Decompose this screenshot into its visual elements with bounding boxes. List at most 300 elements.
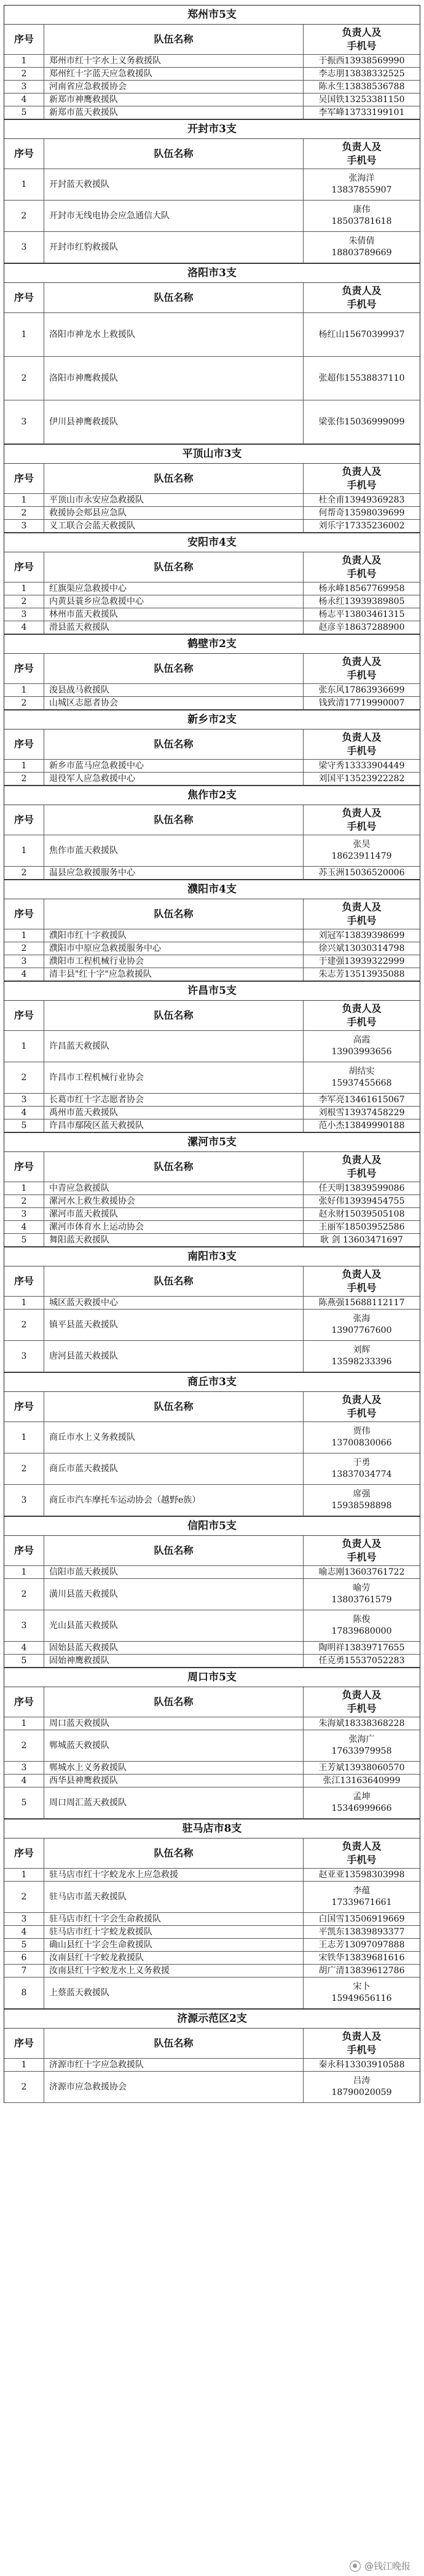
table-row	[4, 1310, 420, 1341]
table-row	[4, 1208, 420, 1221]
team-contact	[303, 494, 420, 506]
contact-line: 李军亮13461615067	[318, 1094, 405, 1105]
team-name: 汝南县红十字蛟龙水上义务救援	[44, 1965, 303, 1977]
team-contact	[303, 313, 420, 356]
table-row	[4, 1775, 420, 1787]
contact-line: 何帮奇13598039699	[318, 507, 405, 518]
header-contact	[303, 2029, 420, 2058]
header-team-name: 队伍名称	[44, 1392, 303, 1421]
city-section	[4, 2009, 420, 2103]
header-contact-line: 负责人及	[342, 1840, 382, 1852]
header-contact-line: 手机号	[347, 1551, 377, 1563]
contact-line: 耿 剑 13603471697	[320, 1234, 403, 1245]
team-contact	[303, 621, 420, 634]
city-section	[4, 880, 420, 981]
team-name: 汝南县红十字蛟龙救援队	[44, 1952, 303, 1964]
row-no: 2	[21, 774, 27, 784]
team-contact	[303, 1775, 420, 1787]
table-row	[4, 760, 420, 773]
row-no: 1	[21, 495, 27, 505]
team-name: 长葛市红十字志愿者协会	[44, 1094, 303, 1106]
team-contact	[303, 608, 420, 621]
header-contact-line: 负责人及	[342, 141, 382, 153]
row-no: 7	[21, 1966, 27, 1976]
contact-line: 杨志平13803461315	[318, 609, 405, 619]
team-contact	[303, 1221, 420, 1233]
table-row	[4, 1234, 420, 1247]
team-name: 确山县红十字会生命救援队	[44, 1939, 303, 1951]
table-row	[4, 582, 420, 595]
row-no: 3	[21, 1209, 27, 1219]
table-row	[4, 169, 420, 201]
header-contact-line: 手机号	[347, 1407, 377, 1419]
row-no: 2	[21, 868, 27, 878]
table-row	[4, 1221, 420, 1234]
table-row	[4, 1965, 420, 1978]
contact-line: 范小杰13849990188	[318, 1120, 405, 1131]
contact-line: 朱志芳13513935088	[318, 969, 405, 979]
contact-line: 张好伟13939454755	[318, 1196, 405, 1206]
contact-line: 孟坤	[353, 1792, 371, 1802]
city-section	[4, 5, 420, 119]
contact-line: 朱倩倩	[348, 236, 375, 246]
table-row	[4, 929, 420, 942]
contact-line: 杨永峰18567769958	[318, 583, 405, 594]
contact-line: 任天明13839599086	[318, 1183, 405, 1193]
header-team-name: 队伍名称	[44, 805, 303, 835]
header-contact-line: 手机号	[347, 40, 377, 52]
row-no: 2	[21, 1589, 27, 1599]
header-team-name: 队伍名称	[44, 729, 303, 759]
table-row	[4, 1869, 420, 1882]
contact-line: 13837034774	[331, 1469, 392, 1479]
row-no: 1	[21, 685, 27, 695]
team-contact	[303, 106, 420, 119]
row-no: 4	[21, 1927, 27, 1937]
header-contact	[303, 1392, 420, 1421]
contact-line: 刘根雪13937458229	[318, 1107, 405, 1118]
city-section	[4, 1372, 420, 1516]
team-name: 清丰县"红十字"应急救援队	[44, 968, 303, 980]
contact-line: 胡结实	[348, 1067, 375, 1076]
header-team-name: 队伍名称	[44, 1266, 303, 1296]
team-name: 洛阳市神龙水上救援队	[44, 313, 303, 356]
team-name: 许昌市工程机械行业协会	[44, 1062, 303, 1093]
header-team-name: 队伍名称	[44, 1536, 303, 1565]
header-contact	[303, 25, 420, 54]
contact-line: 张海广	[348, 1735, 375, 1744]
header-no: 序号	[14, 662, 34, 674]
table-row	[4, 55, 420, 68]
header-no: 序号	[14, 561, 34, 573]
team-name: 退役军人应急救援中心	[44, 773, 303, 785]
table-row	[4, 1787, 420, 1819]
table-row	[4, 357, 420, 400]
table-header	[4, 25, 420, 55]
contact-line: 白国雪13506919669	[318, 1914, 405, 1924]
team-contact	[303, 1730, 420, 1761]
table-row	[4, 1642, 420, 1655]
row-no: 2	[21, 1464, 27, 1474]
table-header	[4, 805, 420, 835]
team-contact	[303, 582, 420, 595]
row-no: 1	[21, 1041, 27, 1051]
team-contact	[303, 1978, 420, 2008]
team-contact	[303, 1062, 420, 1093]
table-header	[4, 1839, 420, 1869]
team-name: 新郑市蓝天救援队	[44, 106, 303, 119]
table-row	[4, 697, 420, 710]
row-no: 1	[21, 584, 27, 594]
header-no: 序号	[14, 472, 34, 484]
team-contact	[303, 520, 420, 532]
contact-line: 17839680000	[331, 1626, 392, 1636]
team-name: 义工联合会蓝天救援队	[44, 520, 303, 532]
contact-line: 赵彦辛18637288900	[318, 622, 405, 632]
section-title: 焦作市2支	[4, 786, 420, 805]
row-no: 1	[21, 1183, 27, 1193]
header-contact-line: 手机号	[347, 568, 377, 579]
contact-line: 刘辉	[353, 1345, 371, 1355]
contact-line: 李志朋13838332525	[318, 68, 405, 79]
table-row	[4, 507, 420, 520]
contact-line: 15938598898	[331, 1501, 392, 1511]
row-no: 8	[21, 1988, 27, 1998]
row-no: 4	[21, 1108, 27, 1118]
header-contact	[303, 805, 420, 835]
team-contact	[303, 1762, 420, 1774]
table-header	[4, 1266, 420, 1297]
header-contact-line: 负责人及	[342, 1268, 382, 1280]
row-no: 3	[21, 417, 27, 427]
table-row	[4, 201, 420, 232]
city-section	[4, 444, 420, 533]
contact-line: 朱海斌18338368228	[318, 1718, 405, 1728]
row-no: 2	[21, 698, 27, 708]
header-contact	[303, 283, 420, 312]
team-contact	[303, 1642, 420, 1654]
contact-line: 于振西13938569990	[318, 55, 405, 66]
table-header	[4, 2029, 420, 2059]
team-name: 周口周汇蓝天救援队	[44, 1787, 303, 1818]
table-row	[4, 608, 420, 621]
contact-line: 任克勇15537052283	[318, 1655, 405, 1666]
table-header	[4, 654, 420, 684]
row-no: 2	[21, 1320, 27, 1330]
header-contact	[303, 1266, 420, 1296]
contact-line: 秦永科13303910588	[318, 2059, 405, 2070]
section-title: 信阳市5支	[4, 1517, 420, 1536]
header-team-name: 队伍名称	[44, 464, 303, 493]
table-header	[4, 139, 420, 169]
table-row	[4, 520, 420, 533]
table-row	[4, 1453, 420, 1485]
team-name: 洛阳市神鹰救援队	[44, 357, 303, 400]
city-section	[4, 634, 420, 710]
table-row	[4, 232, 420, 263]
contact-line: 高霞	[353, 1035, 371, 1045]
row-no: 5	[21, 1940, 27, 1950]
table-row	[4, 1485, 420, 1516]
section-title: 周口市5支	[4, 1668, 420, 1687]
team-name: 濮阳市工程机械行业协会	[44, 955, 303, 968]
row-no: 2	[21, 597, 27, 606]
team-name: 浚县战马救援队	[44, 684, 303, 696]
header-contact-line: 手机号	[347, 1703, 377, 1714]
contact-line: 18503781618	[331, 217, 392, 226]
row-no: 3	[21, 1095, 27, 1105]
header-no: 序号	[14, 1847, 34, 1859]
team-name: 郑州市红十字水上义务救援队	[44, 55, 303, 67]
contact-line: 18803789669	[331, 248, 392, 258]
contact-line: 喻劳	[353, 1583, 371, 1593]
team-contact	[303, 1208, 420, 1220]
header-contact-line: 负责人及	[342, 1538, 382, 1549]
row-no: 2	[21, 211, 27, 221]
team-name: 新郑市神鹰救援队	[44, 93, 303, 106]
contact-line: 刘乐宇17335236002	[318, 520, 405, 531]
table-row	[4, 1182, 420, 1195]
team-name: 信阳市蓝天救援队	[44, 1566, 303, 1578]
header-contact	[303, 654, 420, 683]
team-contact	[303, 68, 420, 80]
team-name: 救援协会郏县应急队	[44, 507, 303, 519]
table-row	[4, 955, 420, 968]
team-contact	[303, 1939, 420, 1951]
team-name: 内黄县蓑乡应急救援中心	[44, 595, 303, 608]
team-contact	[303, 697, 420, 709]
header-contact-line: 负责人及	[342, 466, 382, 477]
table-row	[4, 400, 420, 444]
row-no: 1	[21, 330, 27, 340]
table-row	[4, 1913, 420, 1926]
contact-line: 13700830066	[331, 1438, 392, 1448]
header-contact-line: 手机号	[347, 915, 377, 926]
team-name: 驻马店市红十字蛟龙水上应急救援	[44, 1869, 303, 1881]
city-section	[4, 263, 420, 444]
table-row	[4, 1730, 420, 1762]
header-contact-line: 负责人及	[342, 807, 382, 819]
table-row	[4, 1062, 420, 1094]
table-header	[4, 283, 420, 313]
table-row	[4, 684, 420, 697]
contact-line: 喻志刚13603761722	[318, 1567, 405, 1577]
section-title: 济源示范区2支	[4, 2010, 420, 2029]
row-no: 2	[21, 373, 27, 383]
header-team-name: 队伍名称	[44, 1839, 303, 1868]
team-contact	[303, 1926, 420, 1938]
header-contact-line: 负责人及	[342, 26, 382, 38]
table-row	[4, 595, 420, 608]
header-contact-line: 手机号	[347, 479, 377, 491]
team-name: 开封市红豹救援队	[44, 232, 303, 263]
team-name: 漯河市体育水上运动协会	[44, 1221, 303, 1233]
team-name: 温县应急救援服务中心	[44, 867, 303, 879]
header-team-name: 队伍名称	[44, 2029, 303, 2058]
contact-line: 刘国平13523922282	[318, 773, 405, 784]
row-no: 2	[21, 1741, 27, 1751]
header-contact-line: 负责人及	[342, 1394, 382, 1405]
team-name: 商丘市汽车摩托车运动协会（越野e族）	[44, 1485, 303, 1516]
table-header	[4, 1152, 420, 1182]
row-no: 5	[21, 1798, 27, 1808]
table-row	[4, 1882, 420, 1913]
contact-line: 胡广清13839612786	[318, 1965, 405, 1976]
section-title: 安阳市4支	[4, 533, 420, 552]
team-contact	[303, 357, 420, 400]
row-no: 1	[21, 1567, 27, 1577]
header-no: 序号	[14, 908, 34, 920]
row-no: 2	[21, 69, 27, 79]
contact-line: 18790020059	[331, 2088, 392, 2097]
header-contact	[303, 1839, 420, 1868]
team-contact	[303, 968, 420, 980]
table-row	[4, 1655, 420, 1668]
table-row	[4, 968, 420, 981]
section-title: 鹤壁市2支	[4, 635, 420, 654]
header-team-name: 队伍名称	[44, 1687, 303, 1717]
table-row	[4, 1341, 420, 1372]
table-row	[4, 494, 420, 507]
team-name: 上蔡蓝天救援队	[44, 1978, 303, 2008]
team-contact	[303, 1579, 420, 1610]
team-contact	[303, 2059, 420, 2071]
contact-line: 张海洋	[348, 173, 375, 183]
table-row	[4, 867, 420, 880]
header-team-name: 队伍名称	[44, 654, 303, 683]
team-contact	[303, 1655, 420, 1667]
team-contact	[303, 1566, 420, 1578]
header-contact	[303, 729, 420, 759]
header-contact-line: 负责人及	[342, 656, 382, 667]
team-contact	[303, 1119, 420, 1132]
contact-line: 徐兴斌13030314798	[318, 943, 405, 953]
row-no: 2	[21, 508, 27, 518]
row-no: 1	[21, 1433, 27, 1442]
watermark	[350, 2559, 410, 2572]
table-header	[4, 1687, 420, 1717]
row-no: 2	[21, 2082, 27, 2092]
team-contact	[303, 400, 420, 443]
section-title: 漯河市5支	[4, 1133, 420, 1152]
header-no: 序号	[14, 738, 34, 750]
team-name: 中青应急救援队	[44, 1182, 303, 1195]
team-name: 郸城水上义务救援队	[44, 1762, 303, 1774]
team-contact	[303, 1717, 420, 1730]
contact-line: 18623911479	[331, 851, 392, 861]
team-contact	[303, 929, 420, 942]
table-row	[4, 1107, 420, 1119]
team-contact	[303, 81, 420, 93]
team-name: 舞阳蓝天救援队	[44, 1234, 303, 1246]
row-no: 3	[21, 1914, 27, 1924]
row-no: 4	[21, 95, 27, 105]
contact-line: 钱致清17719990007	[318, 698, 405, 708]
header-contact-line: 负责人及	[342, 901, 382, 913]
contact-line: 刘冠军13839398699	[318, 930, 405, 940]
header-contact	[303, 899, 420, 929]
contact-line: 陈永生13838536788	[318, 81, 405, 92]
section-title: 驻马店市8支	[4, 1819, 420, 1839]
city-section	[4, 1819, 420, 2009]
contact-line: 吴国铁13253381150	[318, 94, 405, 105]
table-row	[4, 1566, 420, 1579]
row-no: 1	[21, 761, 27, 771]
team-contact	[303, 1869, 420, 1881]
table-row	[4, 835, 420, 867]
row-no: 2	[21, 1892, 27, 1902]
contact-line: 王芳斌13938060570	[318, 1762, 405, 1773]
team-contact	[303, 507, 420, 519]
row-no: 1	[21, 2060, 27, 2070]
row-no: 3	[21, 1351, 27, 1361]
header-contact-line: 手机号	[347, 821, 377, 832]
team-contact	[303, 2072, 420, 2102]
city-section	[4, 1516, 420, 1668]
header-contact-line: 手机号	[347, 1167, 377, 1179]
team-name: 城区蓝天救援中心	[44, 1297, 303, 1309]
contact-line: 王丽军18503952586	[318, 1222, 405, 1232]
table-row	[4, 1717, 420, 1730]
team-name: 唐河县蓝天救援队	[44, 1341, 303, 1372]
header-contact-line: 负责人及	[342, 731, 382, 743]
team-contact	[303, 1297, 420, 1309]
team-contact	[303, 1882, 420, 1912]
team-name: 濮阳市红十字救援队	[44, 929, 303, 942]
table-row	[4, 81, 420, 93]
row-no: 2	[21, 944, 27, 953]
contact-line: 于勇	[353, 1458, 371, 1468]
team-name: 山城区志愿者协会	[44, 697, 303, 709]
header-contact	[303, 1536, 420, 1565]
table-row	[4, 93, 420, 106]
header-contact-line: 手机号	[347, 1854, 377, 1866]
contact-line: 梁张伟15036999099	[318, 416, 405, 427]
team-name: 滑县蓝天救援队	[44, 621, 303, 634]
contact-line: 宋铁华13839681616	[318, 1952, 405, 1963]
team-contact	[303, 1422, 420, 1453]
team-name: 固始县蓝天救援队	[44, 1642, 303, 1654]
contact-line: 吕涛	[353, 2076, 371, 2086]
header-contact-line: 负责人及	[342, 285, 382, 296]
header-contact-line: 负责人及	[342, 1003, 382, 1014]
header-team-name: 队伍名称	[44, 25, 303, 54]
row-no: 3	[21, 82, 27, 92]
team-contact	[303, 1094, 420, 1106]
team-name: 商丘市水上义务救援队	[44, 1422, 303, 1453]
header-no: 序号	[14, 1275, 34, 1287]
row-no: 4	[21, 969, 27, 979]
team-contact	[303, 1485, 420, 1516]
contact-line: 杜全甫13949369283	[318, 495, 405, 505]
header-contact-line: 负责人及	[342, 554, 382, 566]
watermark-text: @钱江晚报	[364, 2561, 410, 2572]
table-row	[4, 68, 420, 81]
header-contact-line: 负责人及	[342, 2030, 382, 2042]
team-name: 许昌市鄢陵区蓝天救援队	[44, 1119, 303, 1132]
table-header	[4, 729, 420, 760]
team-name: 西华县神鹰救援队	[44, 1775, 303, 1787]
city-section	[4, 710, 420, 785]
header-team-name: 队伍名称	[44, 552, 303, 582]
contact-line: 张东风17863936699	[318, 685, 405, 695]
table-header	[4, 1001, 420, 1031]
team-name: 平顶山市永安应急救援队	[44, 494, 303, 506]
team-contact	[303, 1310, 420, 1340]
team-name: 济源市应急救援协会	[44, 2072, 303, 2102]
header-contact-line: 手机号	[347, 2044, 377, 2056]
team-name: 漯河市蓝天救援队	[44, 1208, 303, 1220]
